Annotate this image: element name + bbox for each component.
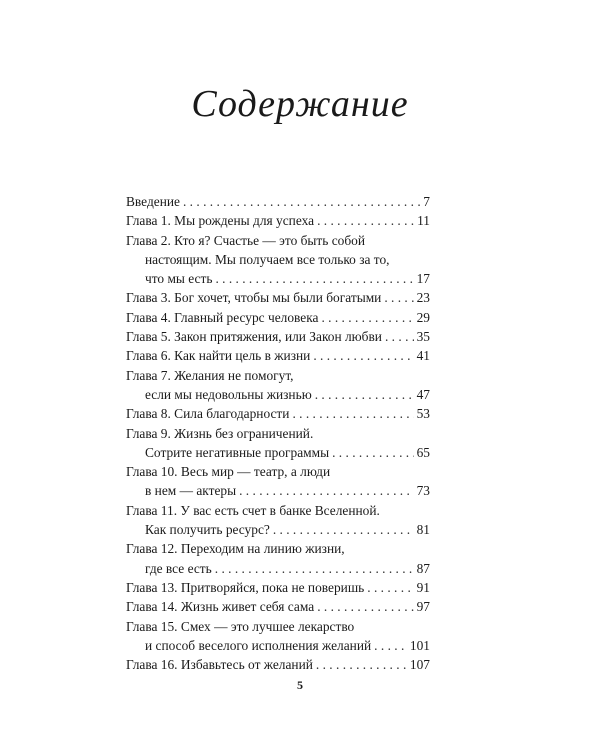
toc-entry-leader-line (126, 481, 430, 500)
toc-entry (126, 346, 430, 365)
dot-leader (317, 211, 414, 230)
toc-entry (126, 366, 430, 405)
toc-entry-title: где все есть (145, 560, 212, 576)
dot-leader (292, 404, 413, 423)
toc-entry-title: Глава 6. Как найти цель в жизни (126, 348, 311, 364)
toc-entry (126, 424, 430, 463)
toc-entry (126, 231, 430, 289)
toc-entry (126, 539, 430, 578)
toc-entry (126, 404, 430, 423)
toc-entry-leader-line (126, 269, 430, 288)
page-title: Содержание (191, 83, 409, 125)
toc-entry-leader-line (126, 192, 430, 211)
dot-leader (315, 385, 414, 404)
toc-entry (126, 211, 430, 230)
dot-leader (384, 288, 413, 307)
toc-entry-title: Глава 3. Бог хочет, чтобы мы были богатыми (126, 290, 382, 306)
toc-entry-page: 65 (416, 444, 430, 460)
dot-leader (273, 520, 414, 539)
toc-entry-page: 97 (416, 599, 430, 615)
toc-entry (126, 578, 430, 597)
toc-entry (126, 655, 430, 674)
table-of-contents (126, 192, 430, 674)
toc-entry (126, 192, 430, 211)
toc-entry-title: Введение (126, 194, 180, 209)
dot-leader (332, 443, 414, 462)
toc-entry-page: 73 (416, 483, 430, 499)
toc-entry-page: 53 (416, 406, 430, 422)
toc-entry-page: 7 (423, 194, 430, 209)
toc-entry-leader-line (126, 655, 430, 674)
dot-leader (367, 578, 413, 597)
dot-leader (321, 308, 413, 327)
toc-entry-line: Глава 2. Кто я? Счастье — это быть собой (126, 232, 366, 248)
toc-entry (126, 308, 430, 327)
toc-entry-title: Глава 14. Жизнь живет себя сама (126, 599, 315, 615)
toc-entry-title: Глава 4. Главный ресурс человека (126, 309, 319, 325)
toc-entry-page: 11 (417, 213, 430, 229)
dot-leader (374, 636, 407, 655)
toc-entry-line: Глава 12. Переходим на линию жизни, (126, 541, 345, 557)
toc-entry-leader-line (126, 385, 430, 404)
toc-entry-page: 81 (416, 522, 430, 538)
toc-entry-leader-line (126, 346, 430, 365)
toc-entry (126, 501, 430, 540)
toc-entry-leader-line (126, 578, 430, 597)
dot-leader (316, 655, 407, 674)
dot-leader (385, 327, 414, 346)
toc-entry-title: Глава 1. Мы рождены для успеха (126, 213, 315, 229)
toc-entry-title: Глава 16. Избавьтесь от желаний (126, 657, 313, 673)
toc-entry-title: Глава 5. Закон притяжения, или Закон любви (126, 329, 382, 345)
toc-entry-line: Глава 15. Смех — это лучшее лекарство (126, 618, 355, 634)
dot-leader (215, 559, 414, 578)
dot-leader (313, 346, 413, 365)
toc-entry-leader-line (126, 636, 430, 655)
toc-entry-page: 23 (416, 290, 430, 306)
toc-entry-page: 91 (416, 579, 430, 595)
toc-entry-page: 47 (416, 386, 430, 402)
toc-entry-title: Как получить ресурс? (145, 522, 270, 538)
toc-entry-leader-line (126, 404, 430, 423)
dot-leader (183, 192, 420, 211)
toc-entry-title: Глава 13. Притворяйся, пока не поверишь (126, 579, 365, 595)
dot-leader (317, 597, 413, 616)
toc-entry-leader-line (126, 288, 430, 307)
toc-entry-line: Глава 10. Весь мир — театр, а люди (126, 464, 331, 480)
toc-entry-page: 87 (416, 560, 430, 576)
toc-entry-title: Глава 8. Сила благодарности (126, 406, 290, 422)
toc-entry-leader-line (126, 327, 430, 346)
toc-entry-line: Глава 7. Желания не помогут, (126, 367, 294, 383)
toc-entry-page: 17 (416, 271, 430, 287)
toc-entry-page: 107 (409, 657, 430, 673)
toc-entry-line: Глава 11. У вас есть счет в банке Вселенной. (126, 502, 380, 518)
toc-entry-title: и способ веселого исполнения желаний (145, 637, 372, 653)
dot-leader (215, 269, 413, 288)
page-number: 5 (297, 678, 303, 692)
toc-entry (126, 462, 430, 501)
toc-entry (126, 288, 430, 307)
toc-entry-page: 29 (416, 309, 430, 325)
toc-entry-leader-line (126, 211, 430, 230)
toc-entry-line: настоящим. Мы получаем все только за то, (145, 251, 390, 267)
toc-entry-leader-line (126, 597, 430, 616)
toc-entry-title: если мы недовольны жизнью (145, 386, 312, 402)
toc-entry-title: Сотрите негативные программы (145, 444, 330, 460)
toc-entry-leader-line (126, 520, 430, 539)
toc-entry-leader-line (126, 308, 430, 327)
toc-entry-title: в нем — актеры (145, 483, 237, 499)
dot-leader (239, 481, 414, 500)
toc-entry (126, 597, 430, 616)
toc-entry-page: 35 (416, 329, 430, 345)
toc-entry (126, 617, 430, 656)
toc-entry (126, 327, 430, 346)
toc-entry-leader-line (126, 559, 430, 578)
toc-entry-title: что мы есть (145, 271, 213, 287)
toc-entry-page: 41 (416, 348, 430, 364)
toc-entry-leader-line (126, 443, 430, 462)
toc-entry-line: Глава 9. Жизнь без ограничений. (126, 425, 314, 441)
toc-entry-page: 101 (409, 637, 430, 653)
